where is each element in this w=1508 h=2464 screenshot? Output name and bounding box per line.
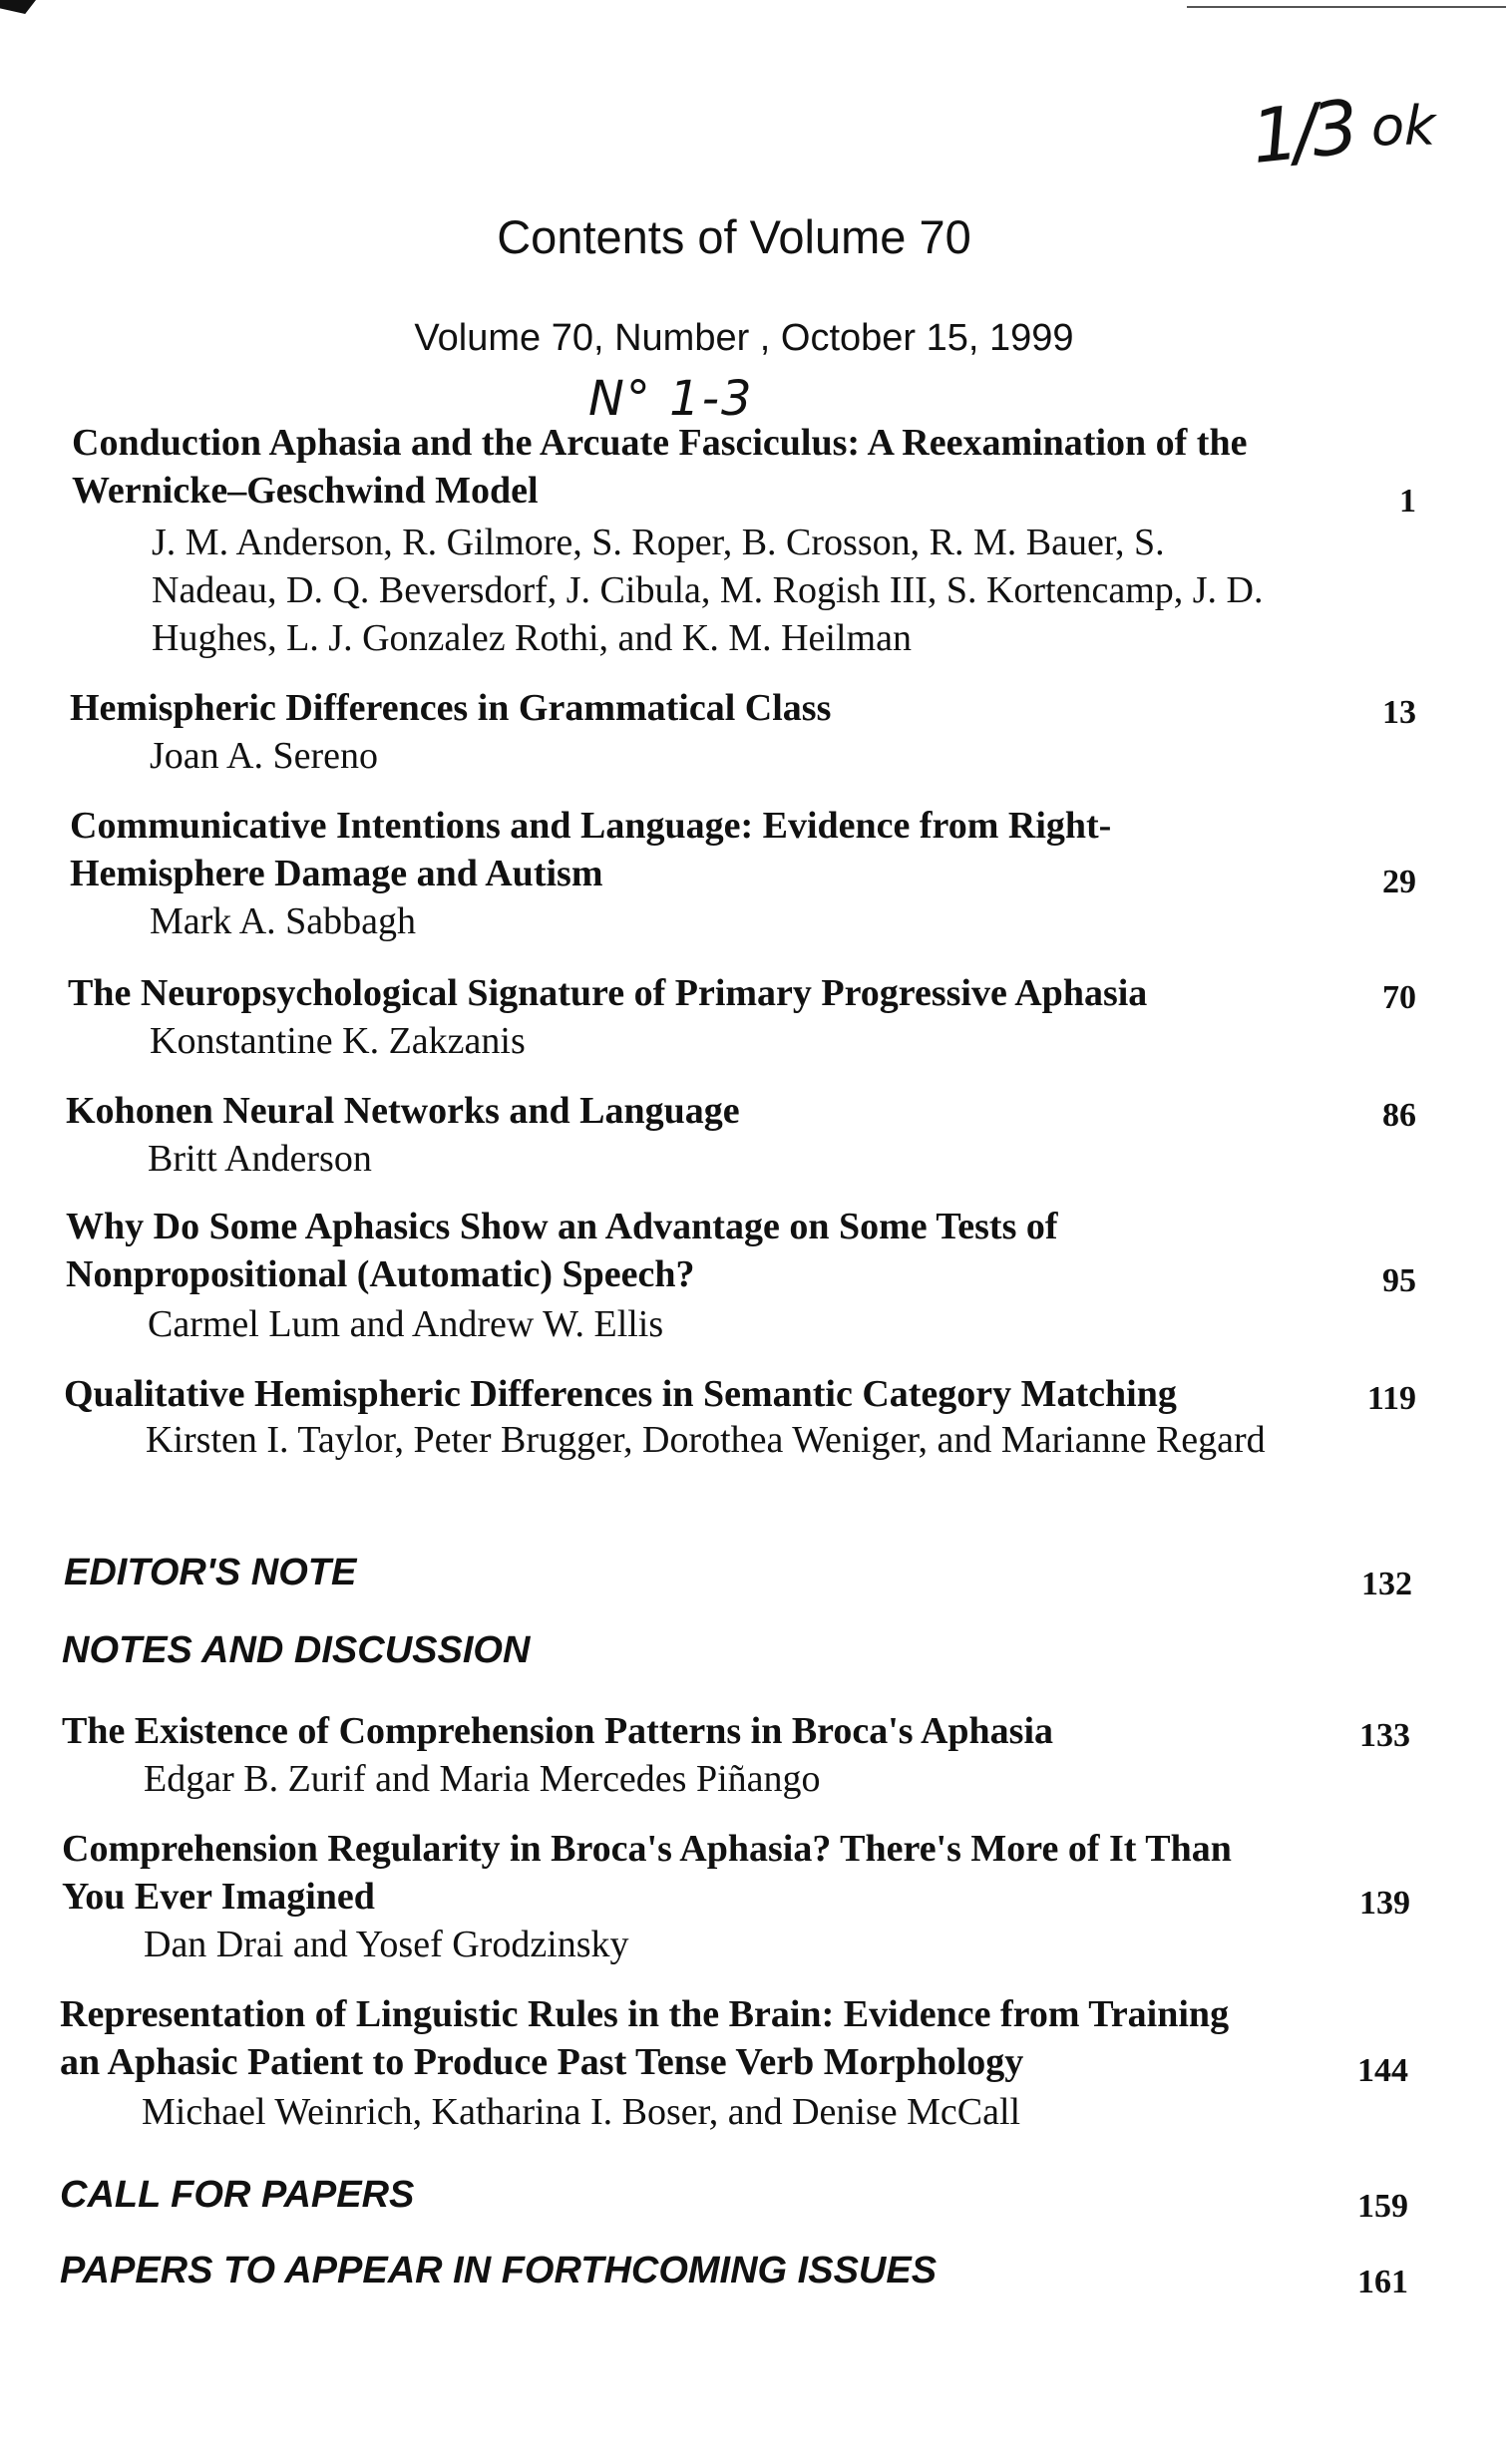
article-authors: Britt Anderson [148,1138,372,1180]
note-title: The Existence of Comprehension Patterns in Broca's Aphasia [62,1710,1054,1752]
article-title: Communicative Intentions and Language: Evidence from Right-Hemisphere Damage and Autism [70,805,1112,894]
article-page: 1 [1399,483,1416,520]
handwritten-issue-numbers: N° 1-3 [588,371,754,427]
note-title: Comprehension Regularity in Broca's Aphasia? There's More of It Than You Ever Imagined [62,1828,1232,1918]
article-title: The Neuropsychological Signature of Primary Progressive Aphasia [68,972,1148,1014]
article-page: 119 [1366,1380,1416,1417]
article-page: 86 [1382,1097,1416,1134]
note-authors: Michael Weinrich, Katharina I. Boser, and Denise McCall [142,2091,1021,2133]
forthcoming-page: 161 [1357,2264,1408,2300]
article-page: 13 [1382,694,1416,731]
note-authors: Edgar B. Zurif and Maria Mercedes Piñango [144,1758,821,1800]
article-page: 29 [1382,864,1416,900]
scan-corner-mark [0,0,36,14]
call-for-papers-heading: CALL FOR PAPERS [60,2174,415,2216]
volume-title: Contents of Volume 70 [497,210,971,263]
handwritten-ok: ok [1371,95,1436,158]
article-title: Qualitative Hemispheric Differences in Semantic Category Matching [64,1373,1177,1415]
notes-and-discussion-heading: NOTES AND DISCUSSION [62,1629,531,1671]
article-title: Hemispheric Differences in Grammatical Class [70,687,832,729]
note-page: 133 [1359,1717,1410,1754]
article-title: Kohonen Neural Networks and Language [66,1090,740,1132]
article-authors: Kirsten I. Taylor, Peter Brugger, Dorothea Weniger, and Marianne Regard [146,1419,1266,1461]
editors-note-heading: EDITOR'S NOTE [64,1552,357,1593]
article-authors: Konstantine K. Zakzanis [150,1020,526,1062]
note-authors: Dan Drai and Yosef Grodzinsky [144,1924,629,1965]
note-page: 139 [1359,1885,1410,1922]
article-authors: J. M. Anderson, R. Gilmore, S. Roper, B. Crosson, R. M. Bauer, S. Nadeau, D. Q. Beversdorf, J. Cibula, M. Rogish III, S. Kortencamp, J. D. Hughes, L. J. Gonzalez Rothi, and K. M. Heilman [152,522,1264,659]
editors-note-page: 132 [1361,1566,1412,1602]
forthcoming-heading: PAPERS TO APPEAR IN FORTHCOMING ISSUES [60,2250,938,2291]
article-page: 95 [1382,1262,1416,1299]
handwritten-fraction: 1/3 [1247,84,1357,181]
article-authors: Joan A. Sereno [150,735,379,777]
article-page: 70 [1382,979,1416,1016]
call-for-papers-page: 159 [1357,2188,1408,2225]
article-title: Conduction Aphasia and the Arcuate Fasciculus: A Reexamination of the Wernicke–Geschwind Model [72,422,1248,512]
article-authors: Carmel Lum and Andrew W. Ellis [148,1303,664,1345]
article-title: Why Do Some Aphasics Show an Advantage on Some Tests of Nonpropositional (Automatic) Speech? [66,1206,1058,1295]
note-page: 144 [1357,2052,1408,2089]
scan-top-rule [1187,6,1506,8]
article-authors: Mark A. Sabbagh [150,900,417,942]
note-title: Representation of Linguistic Rules in the Brain: Evidence from Training an Aphasic Patient to Produce Past Tense Verb Morphology [60,1993,1230,2083]
issue-line: Volume 70, Number , October 15, 1999 [414,317,1074,359]
